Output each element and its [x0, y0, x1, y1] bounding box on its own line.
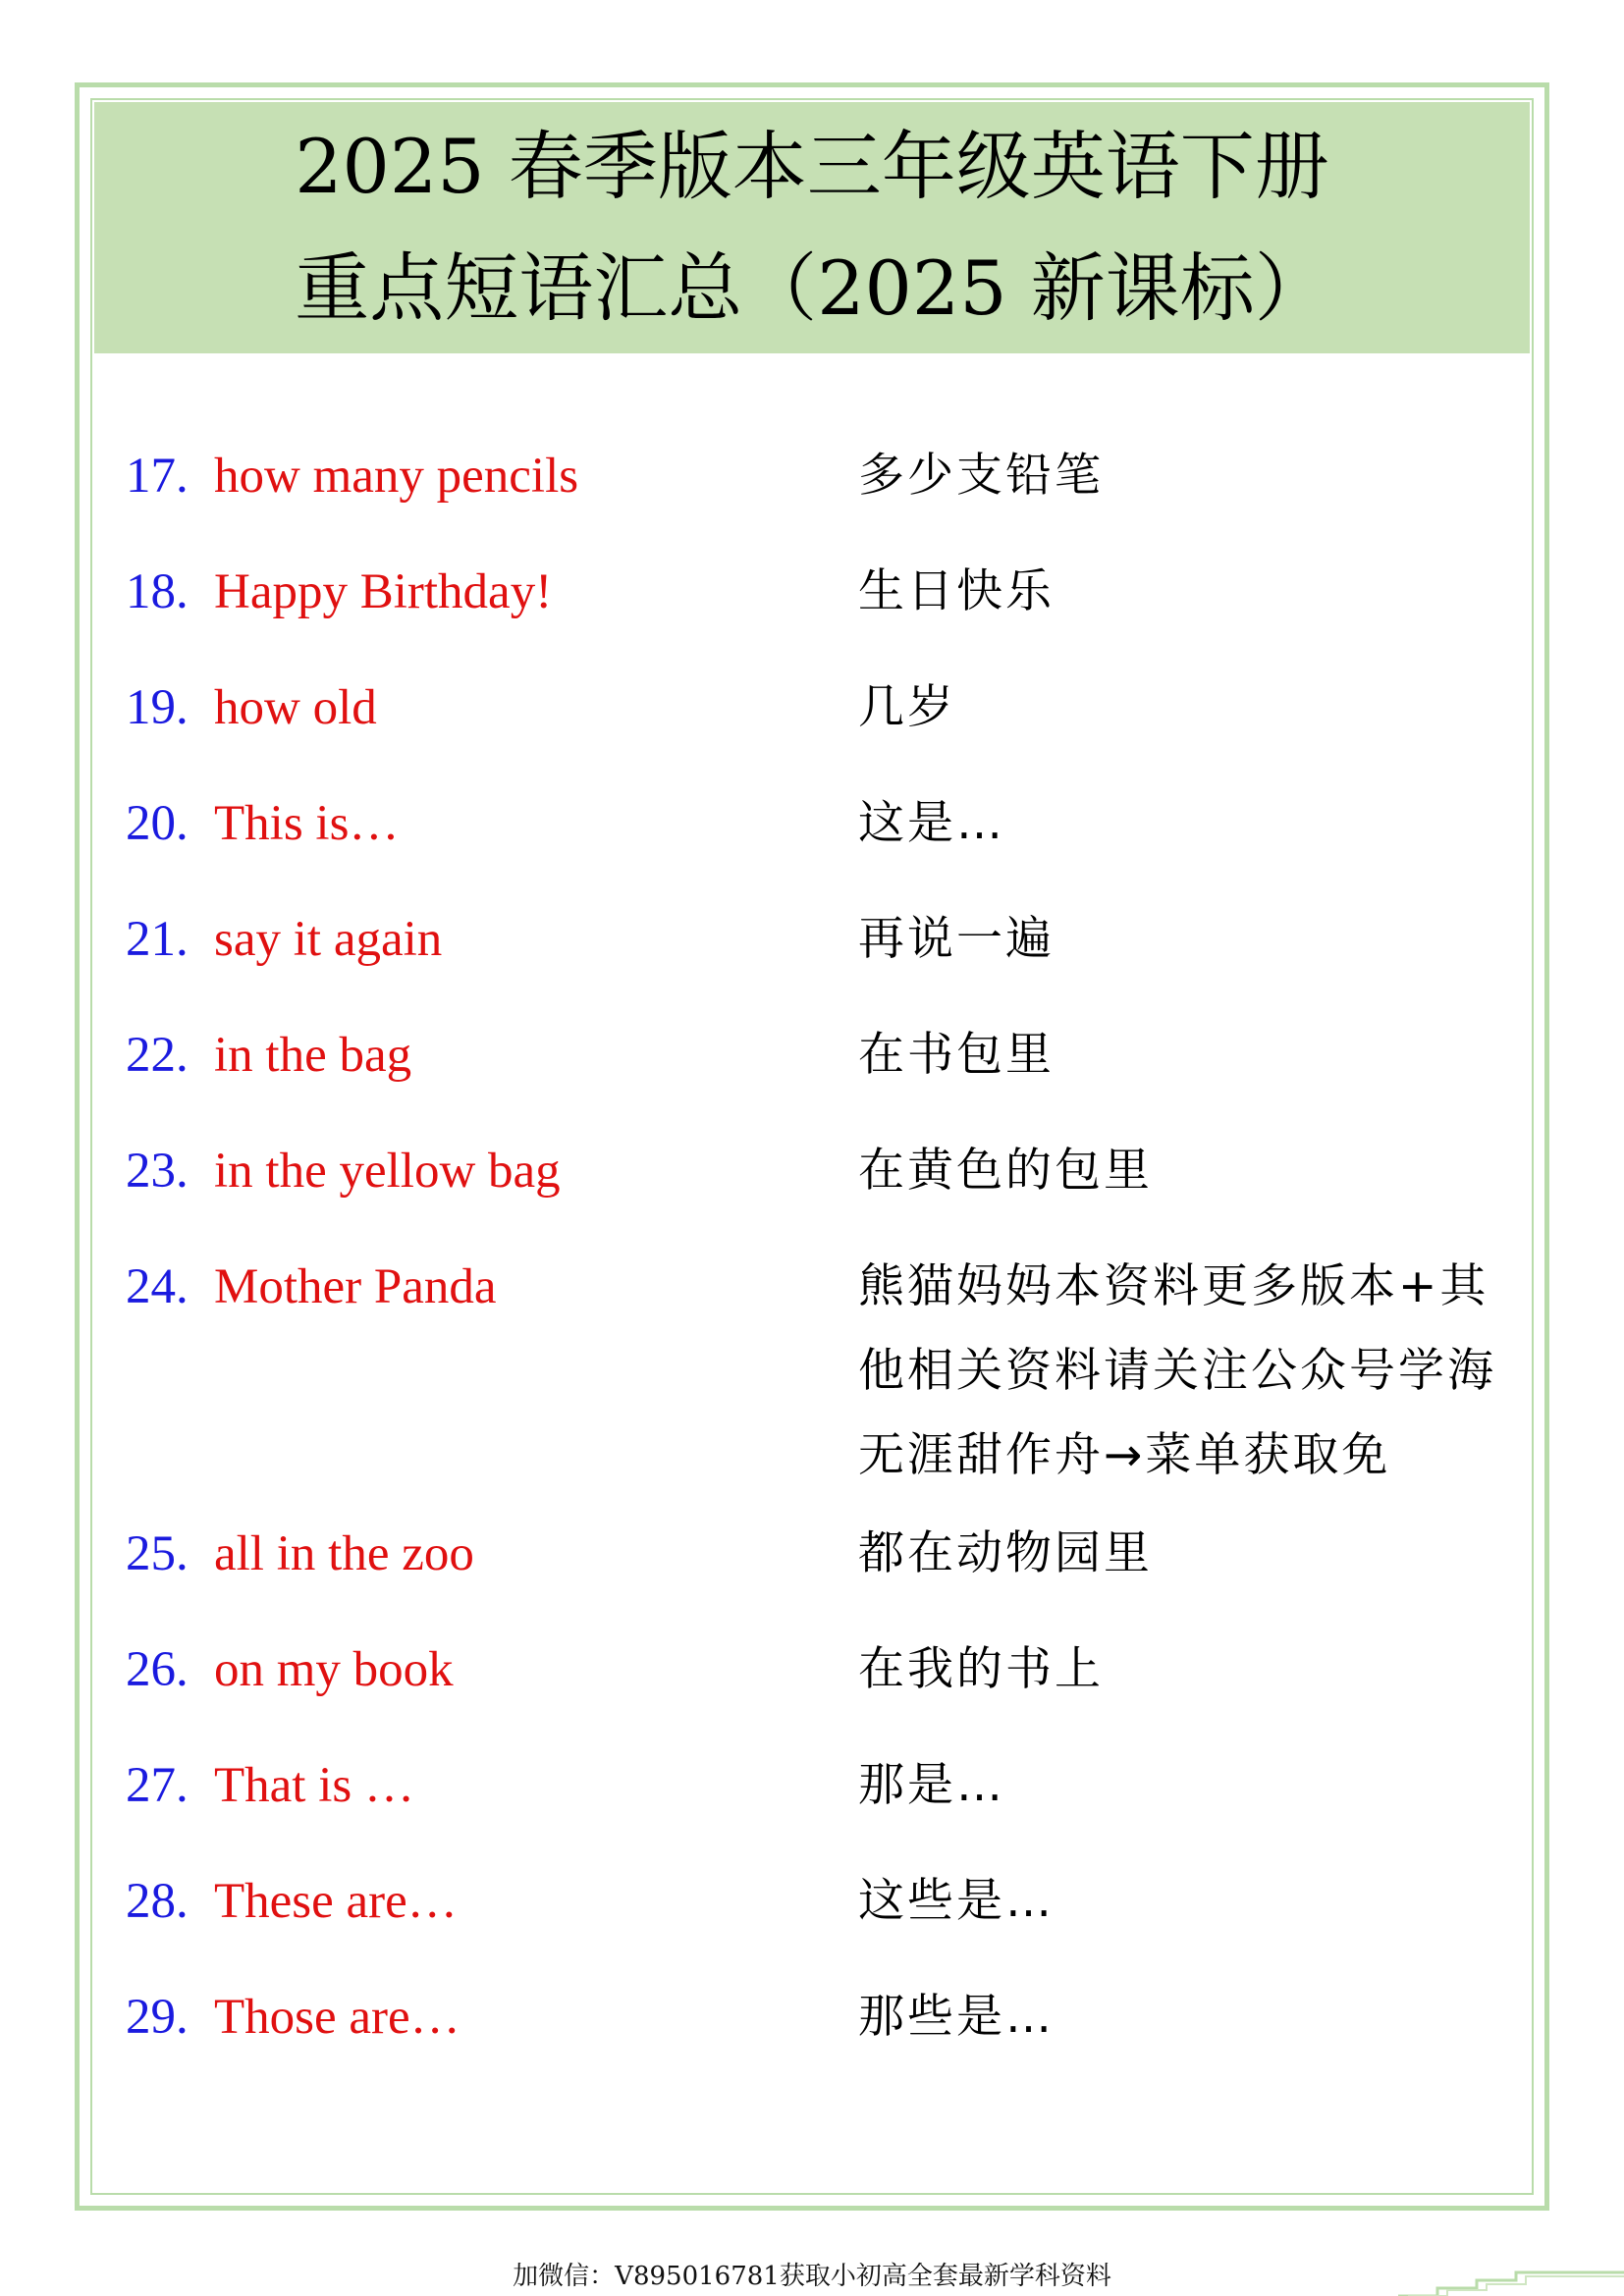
phrase-row-17: [0, 449, 1624, 530]
item-number: 23.: [126, 1144, 189, 1199]
chinese-meaning: 那是…: [858, 1758, 1005, 1812]
phrase-row-25: [0, 1526, 1624, 1608]
chinese-meaning: 几岁: [858, 680, 956, 734]
english-phrase: Those are…: [214, 1990, 460, 2045]
english-phrase: say it again: [214, 912, 443, 967]
english-phrase: in the bag: [214, 1028, 412, 1083]
english-phrase: how many pencils: [214, 449, 579, 504]
item-number: 22.: [126, 1028, 189, 1083]
english-phrase: how old: [214, 680, 377, 735]
chinese-meaning: 在我的书上: [858, 1642, 1104, 1696]
title-line-1: 2025 春季版本三年级英语下册: [295, 123, 1329, 210]
phrase-row-27: [0, 1758, 1624, 1840]
title-line-2: 重点短语汇总（2025 新课标）: [295, 244, 1329, 332]
english-phrase: in the yellow bag: [214, 1144, 561, 1199]
phrase-row-23: [0, 1144, 1624, 1225]
chinese-meaning: 在黄色的包里: [858, 1144, 1153, 1198]
chinese-meaning: 这是…: [858, 796, 1005, 850]
item-number: 17.: [126, 449, 189, 504]
phrase-row-20: [0, 796, 1624, 878]
phrase-row-24: [0, 1259, 1624, 1482]
english-phrase: That is …: [214, 1758, 414, 1813]
chinese-meaning: 生日快乐: [858, 564, 1055, 618]
item-number: 27.: [126, 1758, 189, 1813]
phrase-row-26: [0, 1642, 1624, 1724]
item-number: 26.: [126, 1642, 189, 1697]
item-number: 29.: [126, 1990, 189, 2045]
item-number: 24.: [126, 1259, 189, 1314]
chinese-meaning: 再说一遍: [858, 912, 1055, 966]
english-phrase: This is…: [214, 796, 400, 851]
item-number: 20.: [126, 796, 189, 851]
english-phrase: Mother Panda: [214, 1259, 497, 1314]
chinese-meaning: 那些是…: [858, 1990, 1055, 2044]
phrase-row-19: [0, 680, 1624, 762]
phrase-row-18: [0, 564, 1624, 646]
item-number: 18.: [126, 564, 189, 619]
english-phrase: on my book: [214, 1642, 454, 1697]
footer-note: 加微信：V895016781获取小初高全套最新学科资料: [513, 2262, 1111, 2291]
item-number: 19.: [126, 680, 189, 735]
phrase-row-21: [0, 912, 1624, 993]
phrase-row-29: [0, 1990, 1624, 2071]
chinese-meaning: 熊猫妈妈本资料更多版本+其他相关资料请关注公众号学海无涯甜作舟→菜单获取免: [858, 1259, 1496, 1482]
english-phrase: all in the zoo: [214, 1526, 474, 1581]
chinese-meaning: 在书包里: [858, 1028, 1055, 1082]
chinese-meaning: 都在动物园里: [858, 1526, 1153, 1580]
corner-decoration: [1398, 2267, 1624, 2296]
item-number: 21.: [126, 912, 189, 967]
chinese-meaning: 多少支铅笔: [858, 449, 1104, 503]
item-number: 25.: [126, 1526, 189, 1581]
chinese-meaning: 这些是…: [858, 1874, 1055, 1928]
english-phrase: Happy Birthday!: [214, 564, 553, 619]
english-phrase: These are…: [214, 1874, 458, 1929]
item-number: 28.: [126, 1874, 189, 1929]
phrase-row-22: [0, 1028, 1624, 1109]
phrase-row-28: [0, 1874, 1624, 1955]
